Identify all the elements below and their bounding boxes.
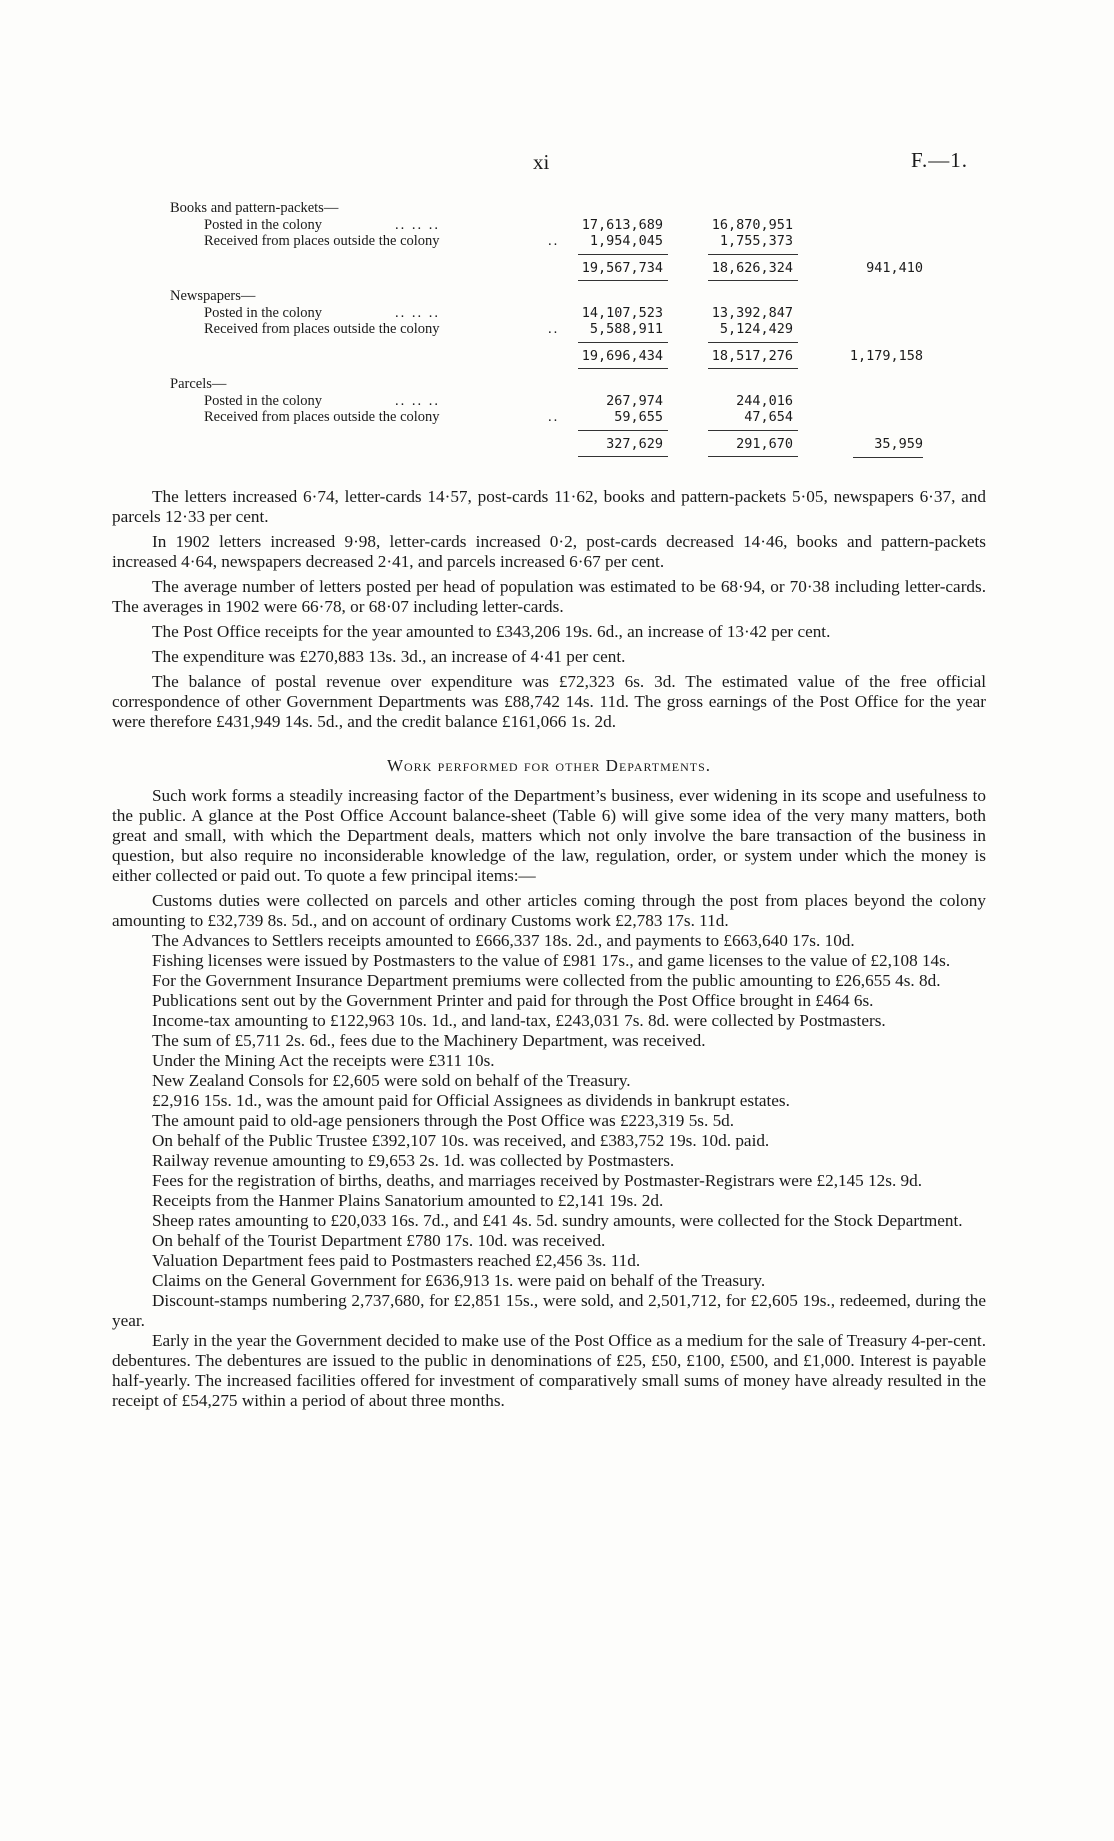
group-title-row <box>0 200 1114 217</box>
total-row <box>0 260 1114 277</box>
list-item: Publications sent out by the Government Printer and paid for through the Post Office brought in £464 6s. <box>152 991 874 1010</box>
difference-col: 35,959 <box>874 436 923 452</box>
sum-rule <box>708 342 798 343</box>
list-item: The amount paid to old-age pensioners through the Post Office was £223,319 5s. 5d. <box>152 1111 735 1130</box>
value-col-2: 1,755,373 <box>719 233 793 249</box>
total-row <box>0 436 1114 453</box>
document-reference: F.—1. <box>911 148 968 172</box>
table-row <box>0 409 1114 426</box>
value-col-1: 17,613,689 <box>581 217 663 233</box>
list-item: For the Government Insurance Department premiums were collected from the public amounting to £26,655 4s. 8d. <box>152 971 941 990</box>
row-label: Posted in the colony <box>204 393 323 409</box>
value-col-2: 244,016 <box>736 393 793 409</box>
total-col-1: 19,696,434 <box>581 348 663 364</box>
total-col-2: 18,626,324 <box>711 260 793 276</box>
list-item: Valuation Department fees paid to Postmasters reached £2,456 3s. 11d. <box>152 1251 641 1270</box>
total-rule <box>708 456 798 457</box>
paragraph: The balance of postal revenue over expenditure was £72,323 6s. 3d. The estimated value of the free official correspondence of other Government Departments was £88,742 14s. 11d. The gross earnings of the Post Office for the year were therefore £431,949 14s. 5d., and the credit balance £161,066 1s. 2d. <box>112 672 986 731</box>
total-col-1: 327,629 <box>606 436 663 452</box>
list-item: Claims on the General Government for £636,913 1s. were paid on behalf of the Treasury. <box>152 1271 766 1290</box>
sum-rule <box>708 254 798 255</box>
list-item: Railway revenue amounting to £9,653 2s. 1d. was collected by Postmasters. <box>152 1151 675 1170</box>
list-item: The sum of £5,711 2s. 6d., fees due to the Machinery Department, was received. <box>152 1031 706 1050</box>
value-col-1: 59,655 <box>614 409 663 425</box>
section-intro: Such work forms a steadily increasing factor of the Department’s business, ever widening in its scope and usefulness to the public. A glance at the Post Office Account balance-sheet (Table 6) will give some idea of the very many matters, both great and small, with which the Department deals, matters which not only involve the bare transaction of the business in question, but also require no inconsiderable knowledge of the law, regulation, order, or system under which the money is either collected or paid out. To quote a few principal items:— <box>112 786 986 885</box>
list-item: Early in the year the Government decided to make use of the Post Office as a medium for the sale of Treasury 4-per-cent. debentures. The debentures are issued to the public in denominations of £25, £50, £100, £500, and £1,000. Interest is payable half-yearly. The increased facilities offered for investment of comparatively small sums of money have already resulted in the receipt of £54,275 within a period of about three months. <box>112 1331 986 1410</box>
list-item: On behalf of the Tourist Department £780 17s. 10d. was received. <box>152 1231 606 1250</box>
row-label: Posted in the colony <box>204 217 323 233</box>
section-title <box>112 756 986 778</box>
value-col-2: 47,654 <box>744 409 793 425</box>
group-title: Books and pattern-packets— <box>170 200 339 216</box>
leader-dots: .. .. .. <box>395 305 440 321</box>
value-col-2: 13,392,847 <box>711 305 793 321</box>
list-item: Income-tax amounting to £122,963 10s. 1d., and land-tax, £243,031 7s. 8d. were collected by Postmasters. <box>152 1011 886 1030</box>
list-item: Customs duties were collected on parcels and other articles coming through the post from places beyond the colony amounting to £32,739 8s. 5d., and on account of ordinary Customs work £2,783 17s. 11d. <box>112 891 986 930</box>
list-item: Fees for the registration of births, deaths, and marriages received by Postmaster-Registrars were £2,145 12s. 9d. <box>152 1171 923 1190</box>
value-col-2: 5,124,429 <box>719 321 793 337</box>
row-label: Received from places outside the colony <box>204 321 440 337</box>
sum-rule <box>708 430 798 431</box>
total-rule <box>708 280 798 281</box>
table-row <box>0 217 1114 234</box>
body-text <box>112 487 986 1411</box>
total-col-2: 18,517,276 <box>711 348 793 364</box>
total-col-2: 291,670 <box>736 436 793 452</box>
list-item: On behalf of the Public Trustee £392,107 10s. was received, and £383,752 19s. 10d. paid. <box>152 1131 770 1150</box>
group-title: Parcels— <box>170 376 227 392</box>
total-row <box>0 348 1114 365</box>
table-row <box>0 233 1114 250</box>
value-col-1: 5,588,911 <box>589 321 663 337</box>
leader-dots: .. .. .. <box>395 217 440 233</box>
row-label: Received from places outside the colony <box>204 233 440 249</box>
table-row <box>0 393 1114 410</box>
list-item: Sheep rates amounting to £20,033 16s. 7d., and £41 4s. 5d. sundry amounts, were collected for the Stock Department. <box>152 1211 963 1230</box>
paragraph: The expenditure was £270,883 13s. 3d., an increase of 4·41 per cent. <box>152 647 626 666</box>
total-rule <box>578 280 668 281</box>
sum-rule <box>578 430 668 431</box>
difference-col: 1,179,158 <box>849 348 923 364</box>
list-item: The Advances to Settlers receipts amounted to £666,337 18s. 2d., and payments to £663,640 17s. 10d. <box>152 931 855 950</box>
sum-rule <box>578 342 668 343</box>
page-number: xi <box>533 150 550 174</box>
group-title-row <box>0 376 1114 393</box>
value-col-1: 1,954,045 <box>589 233 663 249</box>
leader-dots: .. .. .. <box>395 393 440 409</box>
items-list <box>112 891 986 1411</box>
final-rule <box>853 457 923 458</box>
table-row <box>0 305 1114 322</box>
paragraphs <box>112 487 986 732</box>
row-label: Received from places outside the colony <box>204 409 440 425</box>
sum-rule <box>578 254 668 255</box>
paragraph: The Post Office receipts for the year amounted to £343,206 19s. 6d., an increase of 13·42 per cent. <box>152 622 831 641</box>
value-col-1: 267,974 <box>606 393 663 409</box>
leader-dots: .. <box>548 321 560 337</box>
paragraph: In 1902 letters increased 9·98, letter-cards increased 0·2, post-cards decreased 14·46, books and pattern-packets increased 4·64, newspapers decreased 2·41, and parcels increased 6·67 per cent. <box>112 532 986 571</box>
paragraph: The average number of letters posted per head of population was estimated to be 68·94, or 70·38 including letter-cards. The averages in 1902 were 66·78, or 68·07 including letter-cards. <box>112 577 986 616</box>
table-row <box>0 321 1114 338</box>
total-col-1: 19,567,734 <box>581 260 663 276</box>
total-rule <box>708 368 798 369</box>
list-item: Receipts from the Hanmer Plains Sanatorium amounted to £2,141 19s. 2d. <box>152 1191 664 1210</box>
total-rule <box>578 368 668 369</box>
list-item: New Zealand Consols for £2,605 were sold on behalf of the Treasury. <box>152 1071 631 1090</box>
value-col-1: 14,107,523 <box>581 305 663 321</box>
leader-dots: .. <box>548 233 560 249</box>
difference-col: 941,410 <box>866 260 923 276</box>
total-rule <box>578 456 668 457</box>
group-title-row <box>0 288 1114 305</box>
leader-dots: .. <box>548 409 560 425</box>
list-item: Discount-stamps numbering 2,737,680, for £2,851 15s., were sold, and 2,501,712, for £2,605 19s., redeemed, during the year. <box>112 1291 986 1330</box>
value-col-2: 16,870,951 <box>711 217 793 233</box>
paragraph: The letters increased 6·74, letter-cards 14·57, post-cards 11·62, books and pattern-packets 5·05, newspapers 6·37, and parcels 12·33 per cent. <box>112 487 986 526</box>
group-title: Newspapers— <box>170 288 256 304</box>
list-item: Under the Mining Act the receipts were £311 10s. <box>152 1051 495 1070</box>
section-title-text: Work performed for other Departments. <box>386 756 712 775</box>
row-label: Posted in the colony <box>204 305 323 321</box>
list-item: £2,916 15s. 1d., was the amount paid for Official Assignees as dividends in bankrupt estates. <box>152 1091 790 1110</box>
list-item: Fishing licenses were issued by Postmasters to the value of £981 17s., and game licenses to the value of £2,108 14s. <box>152 951 951 970</box>
